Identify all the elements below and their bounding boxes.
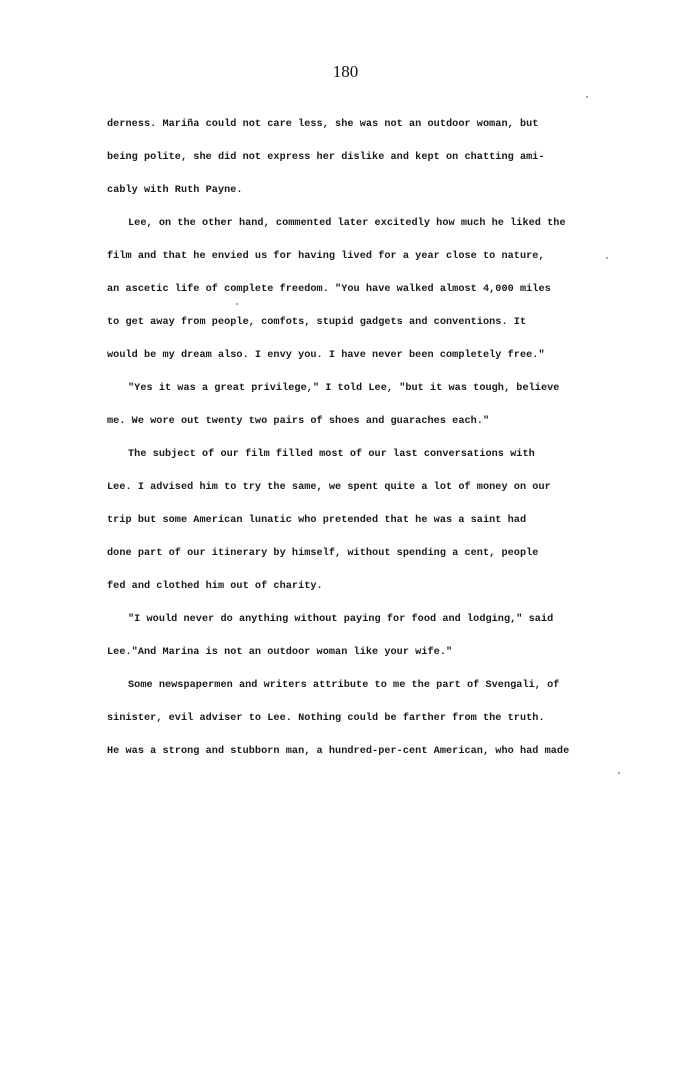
text-line: Lee, on the other hand, commented later excitedly how much he liked the	[128, 218, 566, 229]
text-line: trip but some American lunatic who pretended that he was a saint had	[107, 515, 527, 526]
text-line: The subject of our film filled most of our last conversations with	[128, 449, 535, 460]
text-line: being polite, she did not express her dislike and kept on chatting ami-	[107, 152, 545, 163]
text-line: film and that he envied us for having lived for a year close to nature,	[107, 251, 545, 262]
text-line: Some newspapermen and writers attribute to me the part of Svengali, of	[128, 680, 560, 691]
text-line: derness. Mariña could not care less, she was not an outdoor woman, but	[107, 119, 539, 130]
text-line: Lee. I advised him to try the same, we spent quite a lot of money on our	[107, 482, 551, 493]
text-line: me. We wore out twenty two pairs of shoes and guaraches each."	[107, 416, 490, 427]
text-line: would be my dream also. I envy you. I have never been completely free."	[107, 350, 545, 361]
text-line: cably with Ruth Payne.	[107, 185, 243, 196]
page-number: 180	[332, 62, 359, 81]
text-line: He was a strong and stubborn man, a hundred-per-cent American, who had made	[107, 746, 570, 757]
scan-speck	[618, 772, 620, 774]
text-line: an ascetic life of complete freedom. "You have walked almost 4,000 miles	[107, 284, 551, 295]
text-line: Lee."And Marina is not an outdoor woman like your wife."	[107, 647, 453, 658]
scan-speck	[236, 303, 238, 305]
text-line: done part of our itinerary by himself, without spending a cent, people	[107, 548, 539, 559]
text-line: "Yes it was a great privilege," I told Lee, "but it was tough, believe	[128, 383, 560, 394]
scan-speck	[606, 257, 608, 259]
text-line: fed and clothed him out of charity.	[107, 581, 323, 592]
text-line: sinister, evil adviser to Lee. Nothing could be farther from the truth.	[107, 713, 545, 724]
text-line: to get away from people, comfots, stupid gadgets and conventions. It	[107, 317, 527, 328]
text-line: "I would never do anything without paying for food and lodging," said	[128, 614, 554, 625]
scan-speck	[586, 96, 588, 98]
